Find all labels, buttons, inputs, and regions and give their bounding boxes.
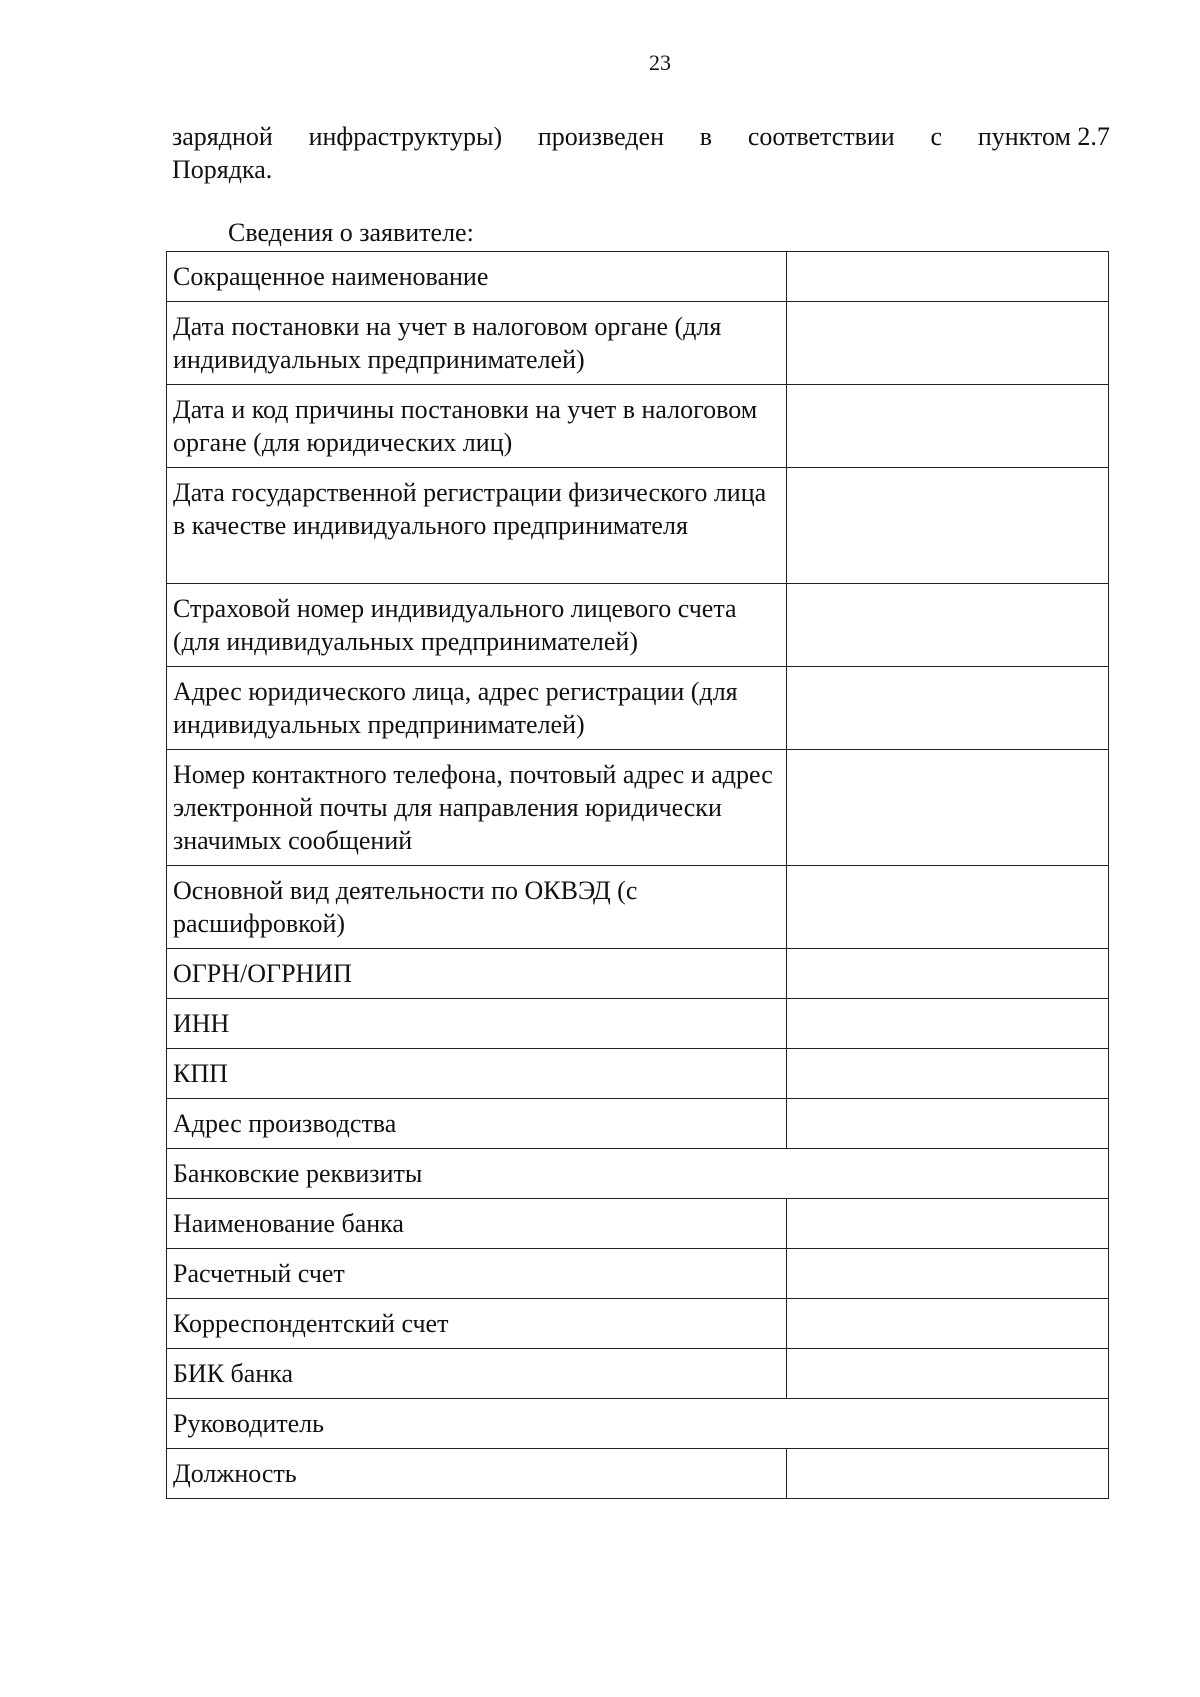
intro-word: зарядной [172, 122, 273, 151]
field-value-cell[interactable] [787, 1049, 1109, 1099]
field-label: ОГРН/ОГРНИП [167, 949, 787, 999]
field-value-cell[interactable] [787, 1099, 1109, 1149]
table-row [167, 1099, 1109, 1149]
field-label: ИНН [167, 999, 787, 1049]
table-row [167, 468, 1109, 584]
table-row [167, 584, 1109, 667]
applicant-info-table-body [167, 252, 1109, 1499]
table-row [167, 1049, 1109, 1099]
field-value-cell[interactable] [787, 1449, 1109, 1499]
field-label: Дата государственной регистрации физического лица в качестве индивидуального предпринимателя [167, 468, 787, 584]
field-label: Дата и код причины постановки на учет в налоговом органе (для юридических лиц) [167, 385, 787, 468]
field-value-cell[interactable] [787, 866, 1109, 949]
field-value-cell[interactable] [787, 949, 1109, 999]
field-label: Корреспондентский счет [167, 1299, 787, 1349]
table-row [167, 1399, 1109, 1449]
intro-line-1 [172, 120, 1110, 153]
section-row-label: Руководитель [167, 1399, 1109, 1449]
intro-word: в [699, 122, 713, 151]
intro-word: соответствии [747, 122, 895, 151]
field-value-cell[interactable] [787, 667, 1109, 750]
table-row [167, 1149, 1109, 1199]
intro-line-2: Порядка. [172, 155, 273, 184]
field-value-cell[interactable] [787, 252, 1109, 302]
intro-word: инфраструктуры) [308, 122, 503, 151]
field-label: Дата постановки на учет в налоговом органе (для индивидуальных предпринимателей) [167, 302, 787, 385]
intro-word: произведен [537, 122, 664, 151]
field-value-cell[interactable] [787, 1299, 1109, 1349]
field-label: БИК банка [167, 1349, 787, 1399]
field-label: КПП [167, 1049, 787, 1099]
table-row [167, 1249, 1109, 1299]
table-row [167, 949, 1109, 999]
field-label: Основной вид деятельности по ОКВЭД (с расшифровкой) [167, 866, 787, 949]
field-label: Адрес юридического лица, адрес регистрации (для индивидуальных предпринимателей) [167, 667, 787, 750]
section-heading: Сведения о заявителе: [228, 218, 474, 247]
table-row [167, 1349, 1109, 1399]
table-row [167, 866, 1109, 949]
table-row [167, 667, 1109, 750]
page-number: 23 [649, 50, 671, 75]
table-row [167, 385, 1109, 468]
field-label: Наименование банка [167, 1199, 787, 1249]
field-value-cell[interactable] [787, 1249, 1109, 1299]
field-value-cell[interactable] [787, 1349, 1109, 1399]
intro-word: пунктом 2.7 [977, 122, 1110, 151]
field-value-cell[interactable] [787, 468, 1109, 584]
table-row [167, 1449, 1109, 1499]
table-row [167, 750, 1109, 866]
table-row [167, 252, 1109, 302]
intro-word: с [930, 122, 943, 151]
field-label: Должность [167, 1449, 787, 1499]
table-row [167, 1299, 1109, 1349]
section-row-label: Банковские реквизиты [167, 1149, 1109, 1199]
field-label: Адрес производства [167, 1099, 787, 1149]
table-row [167, 999, 1109, 1049]
field-label: Страховой номер индивидуального лицевого счета (для индивидуальных предпринимателей) [167, 584, 787, 667]
table-row [167, 302, 1109, 385]
field-value-cell[interactable] [787, 999, 1109, 1049]
field-value-cell[interactable] [787, 302, 1109, 385]
field-value-cell[interactable] [787, 385, 1109, 468]
intro-paragraph [172, 120, 1110, 186]
field-value-cell[interactable] [787, 750, 1109, 866]
table-row [167, 1199, 1109, 1249]
field-value-cell[interactable] [787, 1199, 1109, 1249]
field-label: Расчетный счет [167, 1249, 787, 1299]
field-label: Номер контактного телефона, почтовый адрес и адрес электронной почты для направления юридически значимых сообщений [167, 750, 787, 866]
field-value-cell[interactable] [787, 584, 1109, 667]
field-label: Сокращенное наименование [167, 252, 787, 302]
applicant-info-table [166, 251, 1109, 1499]
